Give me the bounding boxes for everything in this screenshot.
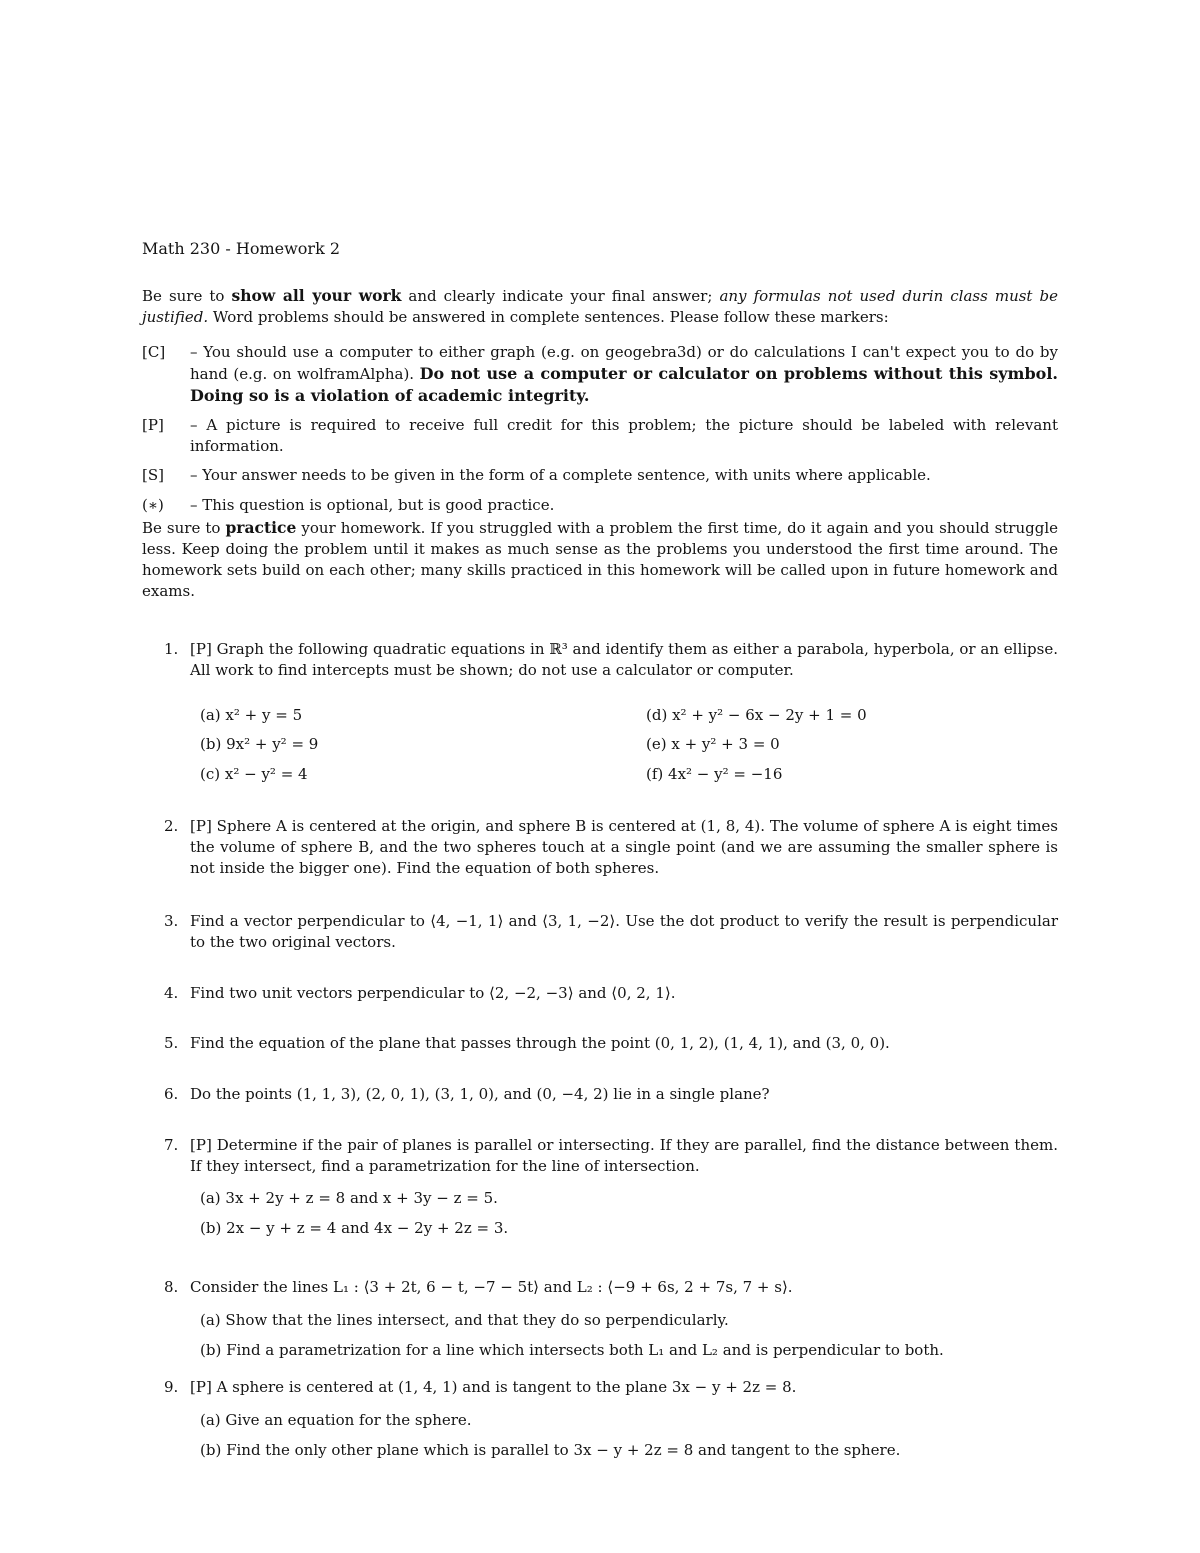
problem-1-part-a: (a) x² + y = 5 (200, 706, 303, 724)
problem-3 (142, 911, 1058, 953)
problem-9-part-b: (b) Find the only other plane which is parallel to 3x − y + 2z = 8 and tangent to the sphere. (200, 1441, 901, 1459)
problem-8-text: Consider the lines L₁ : ⟨3 + 2t, 6 − t, −7 − 5t⟩ and L₂ : ⟨−9 + 6s, 2 + 7s, 7 + s⟩. (190, 1278, 793, 1296)
practice-text-2: your homework. If you struggled with a problem the first time, do it again and you should struggle less. Keep doing the problem until it makes as much sense as the problems you understood the first time around. The homework sets build on each other; many skills practiced in this homework will be called upon in future homework and exams. (142, 519, 1059, 600)
problem-4 (142, 983, 1058, 1004)
practice-paragraph (142, 517, 1058, 602)
problem-1-part-d: (d) x² + y² − 6x − 2y + 1 = 0 (646, 706, 867, 724)
problem-1-number: 1. (164, 640, 179, 658)
problem-7-part-b: (b) 2x − y + z = 4 and 4x − 2y + 2z = 3. (200, 1219, 509, 1237)
problem-7-text: [P] Determine if the pair of planes is parallel or intersecting. If they are parallel, find the distance between them. If they intersect, find a parametrization for the line of intersection. (190, 1136, 1058, 1175)
problem-8 (142, 1277, 1058, 1298)
problem-7-number: 7. (164, 1136, 179, 1154)
marker-optional-tag: (∗) (142, 496, 164, 514)
marker-s-tag: [S] (142, 466, 164, 484)
marker-c-text: – You should use a computer to either graph (e.g. on geogebra3d) or do calculations I can't expect you to do by hand (e.g. on wolframAlpha). (190, 343, 1058, 383)
marker-s-text: – Your answer needs to be given in the form of a complete sentence, with units where applicable. (190, 466, 931, 484)
marker-p-tag: [P] (142, 416, 164, 434)
problem-5 (142, 1033, 1058, 1054)
problem-6-text: Do the points (1, 1, 3), (2, 0, 1), (3, 1, 0), and (0, −4, 2) lie in a single plane? (190, 1085, 770, 1103)
problem-7-part-a: (a) 3x + 2y + z = 8 and x + 3y − z = 5. (200, 1189, 498, 1207)
marker-optional-text: – This question is optional, but is good practice. (190, 496, 555, 514)
problem-6 (142, 1084, 1058, 1105)
intro-italic-1: any formulas not used durin class must be justified. (142, 287, 1058, 326)
problem-3-number: 3. (164, 912, 179, 930)
problem-6-number: 6. (164, 1085, 179, 1103)
problem-2-text: [P] Sphere A is centered at the origin, and sphere B is centered at (1, 8, 4). The volume of sphere A is eight times the volume of sphere B, and the two spheres touch at a single point (and we are assuming the smaller sphere is not inside the bigger one). Find the equation of both spheres. (190, 817, 1058, 877)
intro-text-2: and clearly indicate your final answer; (401, 287, 720, 305)
problem-9 (142, 1377, 1058, 1398)
problem-8-part-b: (b) Find a parametrization for a line which intersects both L₁ and L₂ and is perpendicular to both. (200, 1341, 944, 1359)
marker-p (142, 415, 1058, 457)
marker-p-text: – A picture is required to receive full credit for this problem; the picture should be labeled with relevant information. (190, 416, 1058, 455)
intro-text-1: Be sure to (142, 287, 232, 305)
marker-c-tag: [C] (142, 343, 166, 361)
marker-optional (142, 495, 1058, 516)
problem-1-part-c: (c) x² − y² = 4 (200, 765, 308, 783)
problem-1-part-f: (f) 4x² − y² = −16 (646, 765, 783, 783)
instructions-paragraph (142, 285, 1058, 516)
problem-5-number: 5. (164, 1034, 179, 1052)
problem-2-number: 2. (164, 817, 179, 835)
problem-7 (142, 1135, 1058, 1177)
problem-1-text: [P] Graph the following quadratic equations in ℝ³ and identify them as either a parabola, hyperbola, or an ellipse. All work to find intercepts must be shown; do not use a calculator or computer. (190, 640, 1058, 679)
marker-s (142, 465, 1058, 486)
intro-text-3: Word problems should be answered in complete sentences. Please follow these markers: (208, 308, 889, 326)
problem-9-number: 9. (164, 1378, 179, 1396)
problem-5-text: Find the equation of the plane that passes through the point (0, 1, 2), (1, 4, 1), and (3, 0, 0). (190, 1034, 890, 1052)
marker-c-bold: Do not use a computer or calculator on problems without this symbol. Doing so is a violation of academic integrity. (190, 364, 1058, 405)
problem-9-part-a: (a) Give an equation for the sphere. (200, 1411, 472, 1429)
problem-1 (142, 639, 1058, 681)
problem-1-part-b: (b) 9x² + y² = 9 (200, 735, 319, 753)
problem-4-number: 4. (164, 984, 179, 1002)
marker-c (142, 342, 1058, 407)
problem-8-part-a: (a) Show that the lines intersect, and that they do so perpendicularly. (200, 1311, 729, 1329)
problem-2 (142, 816, 1058, 879)
practice-text-1: Be sure to (142, 519, 226, 537)
practice-bold: practice (225, 518, 297, 537)
problem-4-text: Find two unit vectors perpendicular to ⟨2, −2, −3⟩ and ⟨0, 2, 1⟩. (190, 984, 676, 1002)
problem-3-text: Find a vector perpendicular to ⟨4, −1, 1⟩ and ⟨3, 1, −2⟩. Use the dot product to verify the result is perpendicular to the two original vectors. (190, 912, 1058, 951)
page-title: Math 230 - Homework 2 (142, 239, 341, 258)
problem-8-number: 8. (164, 1278, 179, 1296)
problem-9-text: [P] A sphere is centered at (1, 4, 1) and is tangent to the plane 3x − y + 2z = 8. (190, 1378, 797, 1396)
intro-bold-1: show all your work (231, 286, 402, 305)
problem-1-part-e: (e) x + y² + 3 = 0 (646, 735, 780, 753)
